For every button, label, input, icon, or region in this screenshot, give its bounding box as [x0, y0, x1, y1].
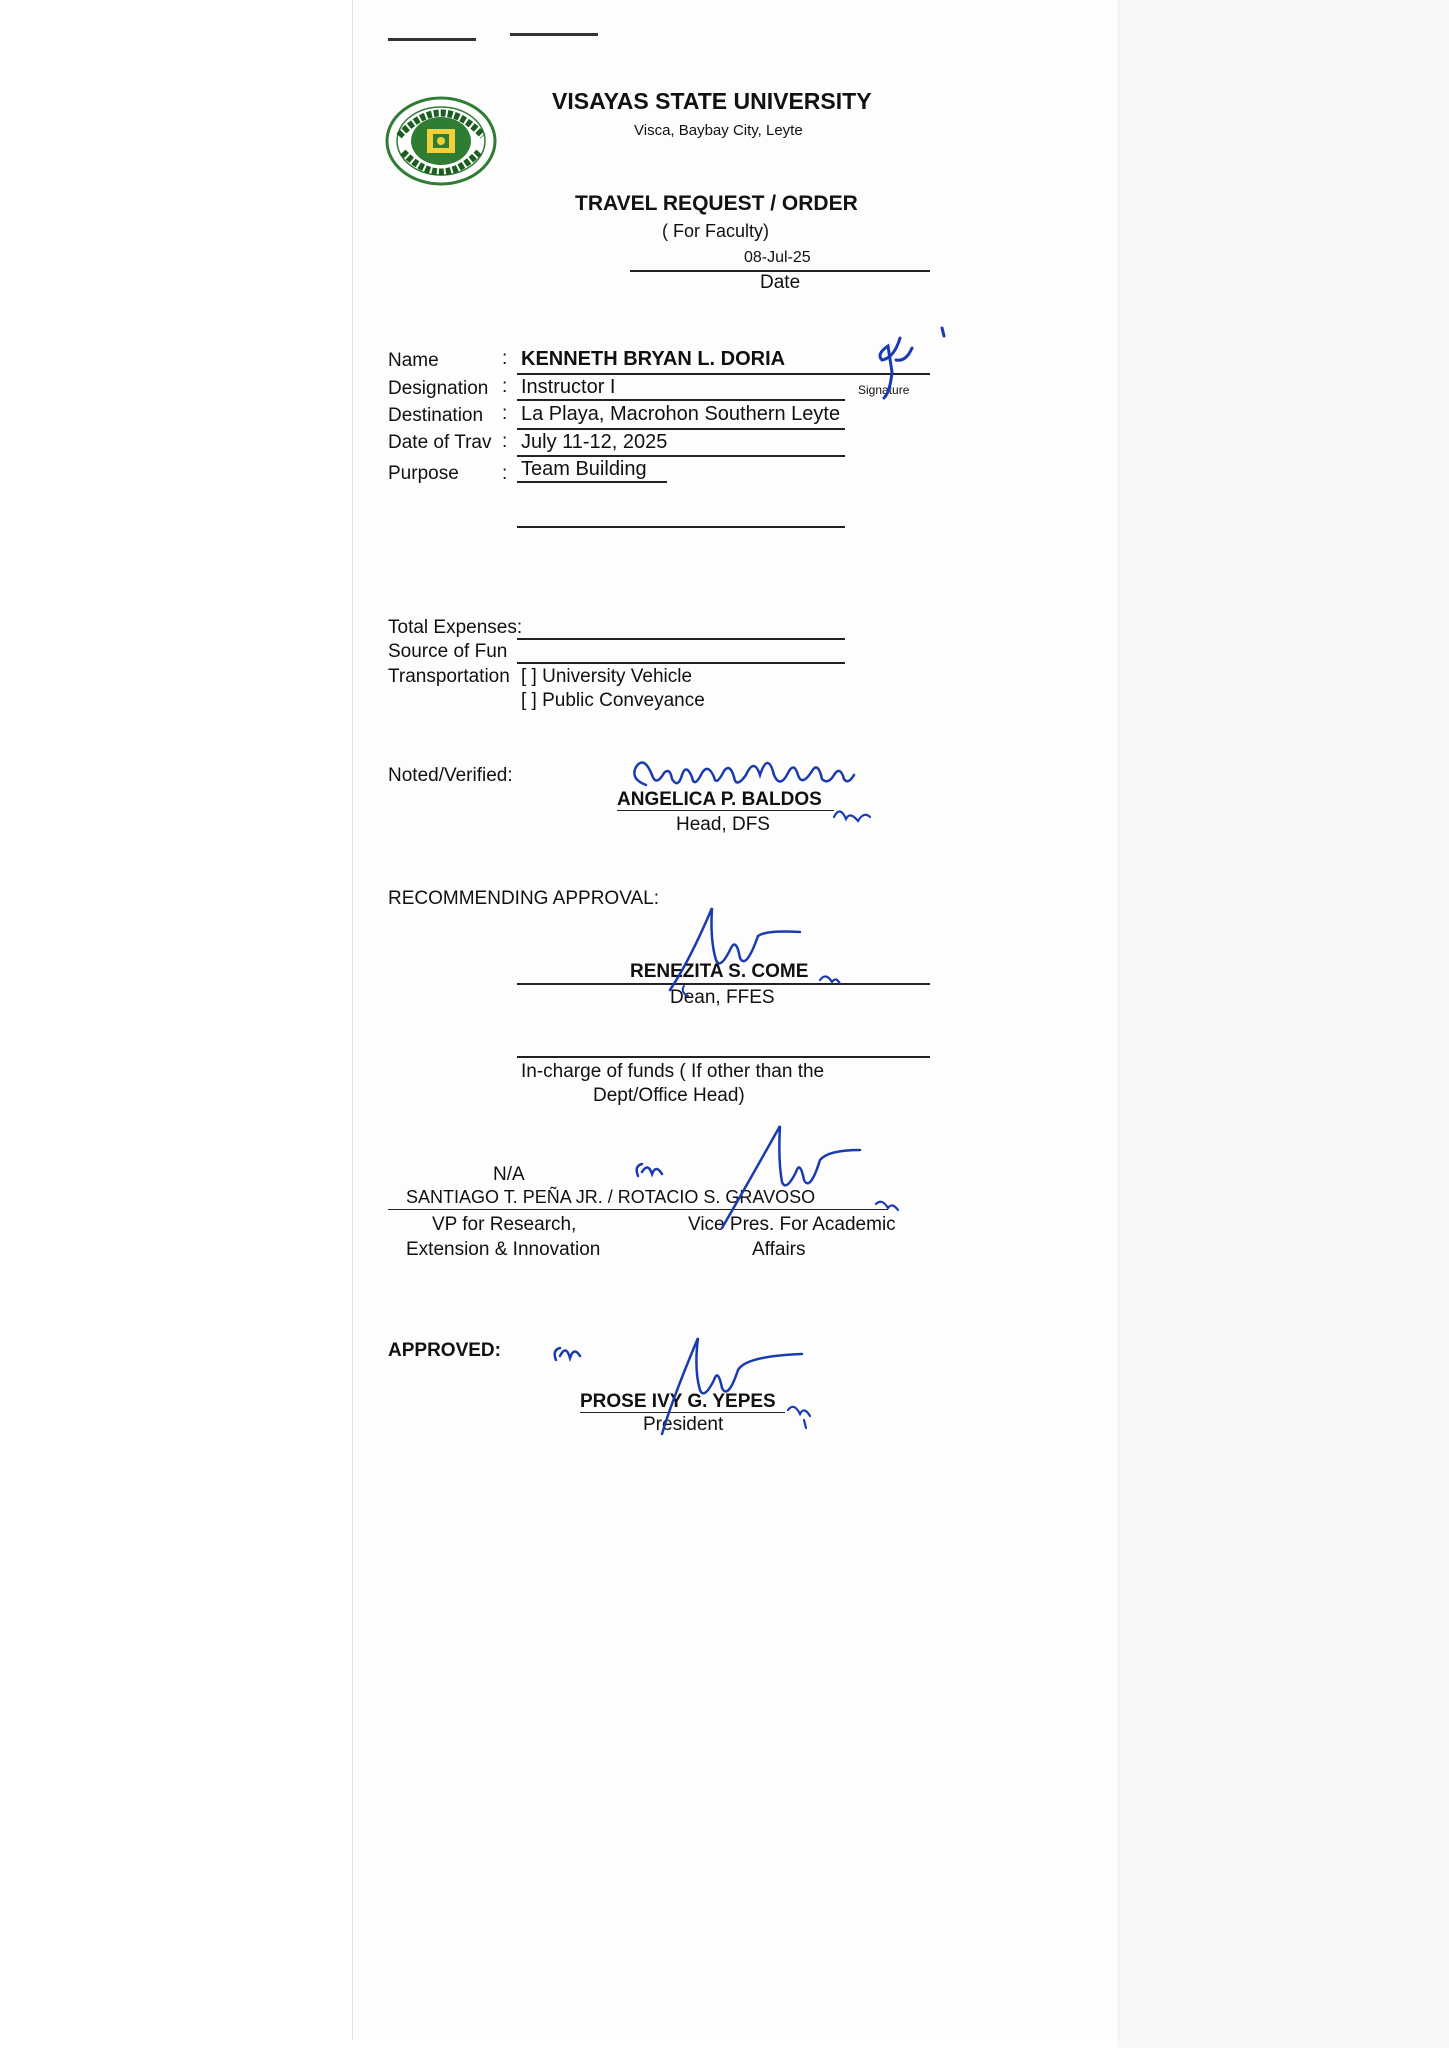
field-value-name: KENNETH BRYAN L. DORIA: [521, 348, 786, 370]
signature-label: Signature: [858, 383, 910, 397]
field-sep-destination: :: [502, 403, 508, 424]
recommending-approval-label: RECOMMENDING APPROVAL:: [388, 888, 659, 909]
vp-academic-signature: [700, 1120, 910, 1240]
noted-title: Head, DFS: [676, 814, 770, 835]
field-label-date-of-travel: Date of Trav: [388, 432, 492, 453]
university-address: Visca, Baybay City, Leyte: [634, 122, 803, 139]
source-of-fund-line: [517, 662, 845, 664]
field-label-name: Name: [388, 350, 439, 371]
field-value-date-of-travel: July 11-12, 2025: [521, 431, 668, 453]
president-title: President: [643, 1414, 724, 1435]
university-name: VISAYAS STATE UNIVERSITY: [552, 88, 872, 114]
field-sep-date-of-travel: :: [502, 431, 508, 452]
recommending-signature: [640, 900, 860, 1010]
source-of-fund-label: Source of Fun: [388, 641, 508, 662]
form-subtitle: ( For Faculty): [662, 221, 770, 241]
form-title: TRAVEL REQUEST / ORDER: [575, 192, 858, 215]
adjacent-page-shadow: [1117, 0, 1449, 2048]
name-underline: [517, 373, 930, 375]
date-value: 08-Jul-25: [744, 249, 811, 266]
option-public-conveyance: [ ] Public Conveyance: [521, 690, 705, 711]
noted-name: ANGELICA P. BALDOS: [617, 789, 822, 810]
field-label-destination: Destination: [388, 405, 484, 426]
vp-academic-title-2: Affairs: [752, 1239, 806, 1260]
transportation-label: Transportation: [388, 666, 510, 687]
field-sep-purpose: :: [502, 463, 508, 484]
date-label: Date: [760, 272, 801, 293]
field-value-purpose: Team Building: [521, 458, 647, 480]
destination-underline: [517, 428, 845, 430]
total-expenses-line: [517, 638, 845, 640]
vp-academic-title-1: Vice Pres. For Academic: [688, 1214, 896, 1235]
noted-signature: [628, 745, 878, 830]
president-signature: [552, 1330, 822, 1440]
vp-research-title-2: Extension & Innovation: [406, 1239, 601, 1260]
total-expenses-label: Total Expenses:: [388, 617, 523, 638]
recommending-name: RENEZITA S. COME: [630, 961, 809, 982]
designation-underline: [517, 399, 845, 401]
purpose-underline-2: [517, 526, 845, 528]
vp-names: SANTIAGO T. PEÑA JR. / ROTACIO S. GRAVOSO: [406, 1187, 816, 1207]
president-name: PROSE IVY G. YEPES: [580, 1391, 776, 1412]
field-value-designation: Instructor I: [521, 376, 616, 398]
top-mark-right: [510, 33, 598, 36]
vp-initial-signature: [632, 1156, 672, 1186]
option-university-vehicle: [ ] University Vehicle: [521, 666, 693, 687]
vp-research-title-1: VP for Research,: [432, 1214, 577, 1235]
document-page: [352, 0, 1119, 2040]
field-value-destination: La Playa, Macrohon Southern Leyte: [521, 403, 841, 425]
approved-label: APPROVED:: [388, 1340, 501, 1361]
vp-research-na: N/A: [493, 1164, 525, 1185]
date-of-travel-underline: [517, 455, 845, 457]
field-sep-name: :: [502, 348, 508, 369]
noted-verified-label: Noted/Verified:: [388, 765, 513, 786]
requester-signature: [872, 310, 952, 400]
purpose-underline: [517, 481, 667, 483]
field-label-designation: Designation: [388, 378, 489, 399]
funds-line: [517, 1056, 930, 1058]
field-label-purpose: Purpose: [388, 463, 459, 484]
field-sep-designation: :: [502, 376, 508, 397]
recommending-title: Dean, FFES: [670, 987, 775, 1008]
university-seal-logo: [385, 96, 497, 186]
funds-label-line1: In-charge of funds ( If other than the: [521, 1061, 825, 1082]
funds-label-line2: Dept/Office Head): [593, 1085, 745, 1106]
top-mark-left: [388, 38, 476, 41]
